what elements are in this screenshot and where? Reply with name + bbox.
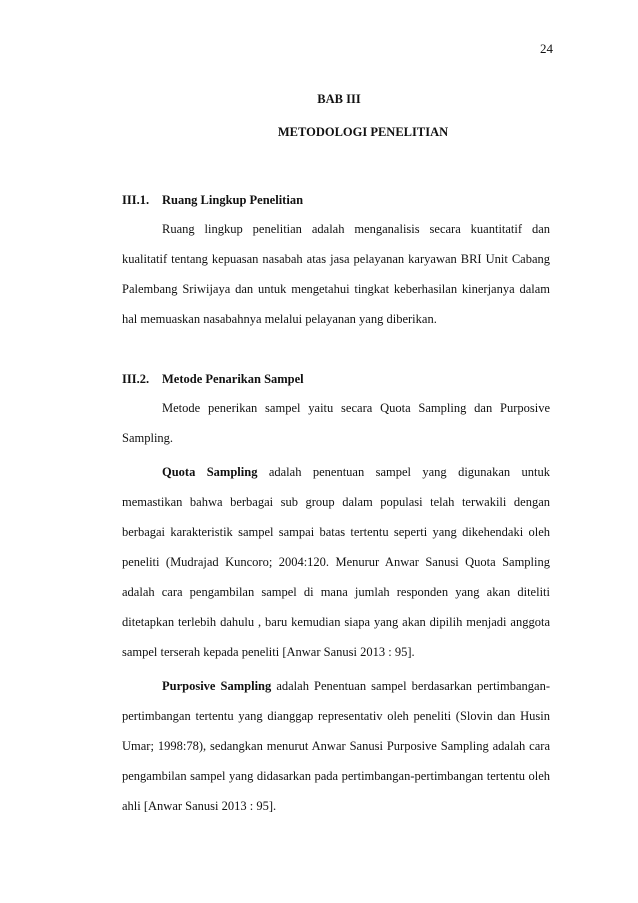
term-quota-sampling: Quota Sampling (162, 465, 258, 479)
paragraph-purposive-sampling (122, 671, 550, 821)
purposive-sampling-text: adalah Penentuan sampel berdasarkan pertimbangan-pertimbangan tertentu yang dianggap representativ oleh peneliti (Slovin dan Husin Umar; 1998:78), sedangkan menurut Anwar Sanusi Purposive Sampling adalah cara pengambilan sampel yang didasarkan pada pertimbangan-pertimbangan tertentu oleh ahli [Anwar Sanusi 2013 : 95]. (122, 679, 550, 813)
section-heading (122, 369, 550, 389)
chapter-number: BAB III (317, 92, 361, 106)
term-purposive-sampling: Purposive Sampling (162, 679, 272, 693)
quota-sampling-text: adalah penentuan sampel yang digunakan untuk memastikan bahwa berbagai sub group dalam populasi telah terwakili dengan berbagai karakteristik sampel sampai batas tertentu seperti yang dikehendaki oleh peneliti (Mudrajad Kuncoro; 2004:120. Menurur Anwar Sanusi Quota Sampling adalah cara pengambilan sampel di mana jumlah responden yang akan diteliti ditetapkan terlebih dahulu , baru kemudian siapa yang akan dipilih menjadi anggota sampel terserah kepada peneliti [Anwar Sanusi 2013 : 95]. (122, 465, 551, 659)
section-metode-penarikan-sampel (122, 369, 550, 821)
paragraph-quota-sampling (122, 457, 550, 667)
section-title: Ruang Lingkup Penelitian (162, 193, 304, 207)
paragraph: Ruang lingkup penelitian adalah menganalisis secara kuantitatif dan kualitatif tentang kepuasan nasabah atas jasa pelayanan karyawan BRI Unit Cabang Palembang Sriwijaya dan untuk mengetahui tingkat keberhasilan kinerjanya dalam hal memuaskan nasabahnya melalui pelayanan yang diberikan. (122, 222, 550, 326)
page-number: 24 (540, 41, 553, 56)
section-title: Metode Penarikan Sampel (162, 372, 304, 386)
section-number: III.1. (122, 193, 150, 207)
paragraph-intro: Metode penerikan sampel yaitu secara Quota Sampling dan Purposive Sampling. (122, 401, 550, 445)
section-number: III.2. (122, 372, 150, 386)
section-ruang-lingkup (122, 190, 550, 334)
section-heading (122, 190, 550, 210)
chapter-title: METODOLOGI PENELITIAN (277, 125, 449, 139)
